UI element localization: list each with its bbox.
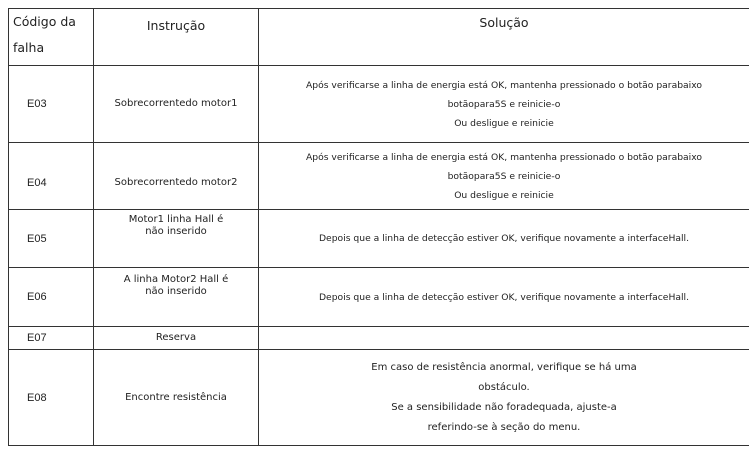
instruction-cell [94,268,259,327]
solution-line: Ou desligue e reinicie [454,117,554,129]
fault-code-table [8,8,749,446]
instruction-cell [94,327,259,350]
fault-code-cell: E04 [9,143,94,210]
instruction-cell [94,66,259,143]
fault-code-cell: E06 [9,268,94,327]
solution-line: referindo-se à seção do menu. [427,421,581,433]
solution-line: Após verificarse a linha de energia está OK, mantenha pressionado o botão parabaixo [305,79,702,91]
instruction-text: Sobrecorrentedo motor1 [114,98,238,109]
solution-cell [259,66,749,143]
instruction-text: Motor1 linha Hall é [128,214,224,225]
instruction-cell [94,143,259,210]
instruction-text: Encontre resistência [125,391,227,403]
instruction-cell [94,350,259,446]
solution-cell [259,350,749,446]
instruction-text: Reserva [155,332,197,343]
header-fault-code-line1: Código da [13,14,76,29]
fault-code-table-container [8,8,749,446]
instruction-cell [94,210,259,268]
table-row-e05 [9,210,749,268]
solution-cell [259,143,749,210]
solution-line: Depois que a linha de detecção estiver OK, verifique novamente a interfaceHall. [318,291,690,303]
solution-cell [259,210,749,268]
instruction-text: não inserido [145,226,207,237]
fault-code-cell: E07 [9,327,94,350]
instruction-text: A linha Motor2 Hall é [123,274,229,285]
fault-code-cell: E08 [9,350,94,446]
solution-line: Depois que a linha de detecção estiver OK, verifique novamente a interfaceHall. [318,233,690,244]
table-row-e08 [9,350,749,446]
solution-cell [259,268,749,327]
table-row-e07 [9,327,749,350]
solution-line: Em caso de resistência anormal, verifique se há uma [371,361,637,373]
fault-code-cell: E05 [9,210,94,268]
header-fault-code-line2: falha [13,40,45,55]
instruction-text: não inserido [145,286,207,297]
table-header-row [9,9,749,66]
solution-line: Se a sensibilidade não foradequada, ajuste-a [391,401,617,413]
solution-line: Ou desligue e reinicie [454,189,554,201]
solution-line: botãopara5S e reinicie-o [447,170,561,182]
instruction-text: Sobrecorrentedo motor2 [114,177,238,188]
table-row-e03 [9,66,749,143]
header-solution: Solução [259,9,749,66]
solution-line: Após verificarse a linha de energia está OK, mantenha pressionado o botão parabaixo [305,151,702,163]
header-fault-code [9,9,94,66]
header-instruction: Instrução [94,9,259,66]
solution-line: botãopara5S e reinicie-o [447,98,561,110]
solution-cell [259,327,749,350]
fault-code-cell: E03 [9,66,94,143]
table-row-e04 [9,143,749,210]
solution-line: obstáculo. [478,381,530,393]
table-row-e06 [9,268,749,327]
